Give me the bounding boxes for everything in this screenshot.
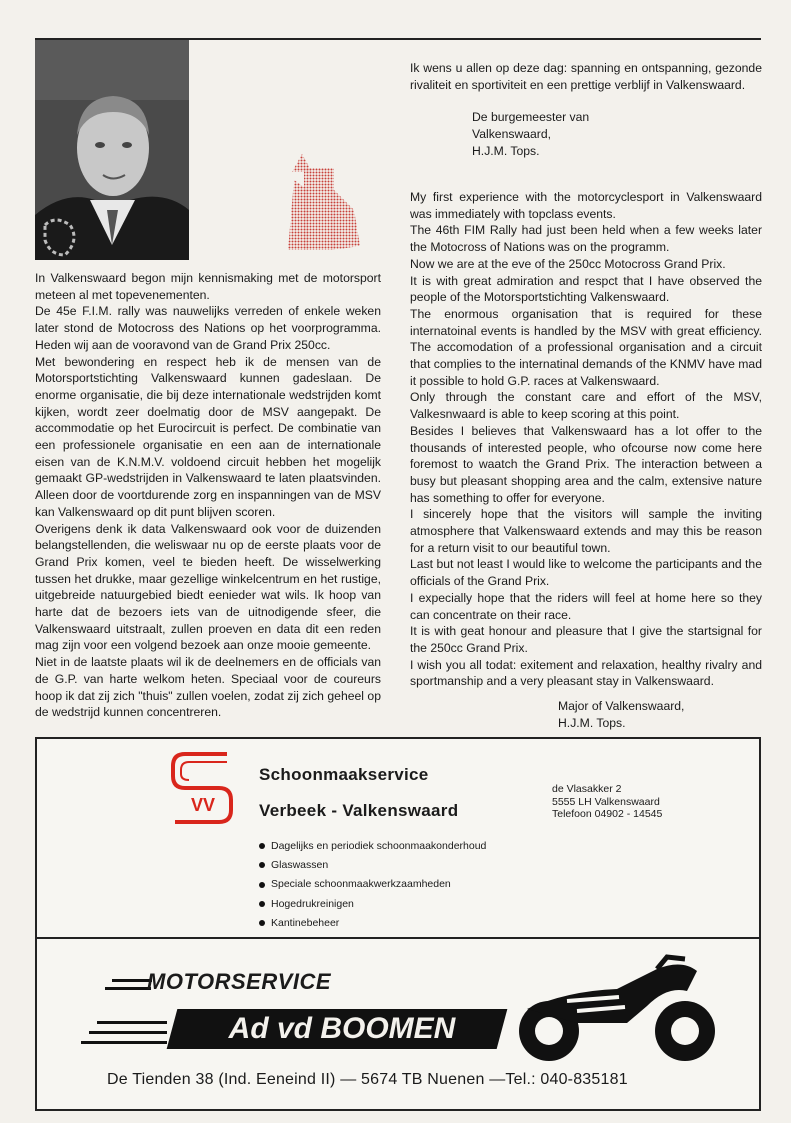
mayor-portrait-photo <box>35 40 189 260</box>
paragraph: I wish you all todat: exitement and relaxation, healthy rivalry and sportmanship and a very pleasant stay in Valkenswaard. <box>410 657 762 689</box>
service-label: Dagelijks en periodiek schoonmaakonderhoud <box>271 840 487 852</box>
address-city: 5555 LH Valkenswaard <box>552 795 660 808</box>
speed-line <box>112 979 152 982</box>
list-item <box>259 837 486 856</box>
paragraph: I sincerely hope that the visitors will sample the inviting atmosphere that Valkenswaard extends and may this be reason for a return visit to our beautiful town. <box>410 507 762 555</box>
signature-block <box>410 109 762 159</box>
service-label: Hogedrukreinigen <box>271 897 354 910</box>
speed-line <box>81 1041 167 1044</box>
list-item <box>259 875 486 894</box>
vv-logo-text: VV <box>190 795 216 815</box>
address-phone: Telefoon 04902 - 14545 <box>552 808 663 820</box>
company-address <box>552 783 662 821</box>
signature-name: H.J.M. Tops. <box>558 715 626 730</box>
service-label: Glaswassen <box>271 859 329 872</box>
motorservice-address: De Tienden 38 (Ind. Eeneind II) — 5674 TB Nuenen —Tel.: 040-835181 <box>107 1071 628 1088</box>
service-label: Speciale schoonmaakwerkzaamheden <box>271 878 451 891</box>
paragraph: I expecially hope that the riders will feel at home here so they can concentrate on their race. <box>410 590 762 622</box>
paragraph: Overigens denk ik data Valkenswaard ook voor de duizenden belangstellenden, die weliswaar nu op de eerste plaats voor de Grand Prix komen, veel te bieden heeft. De wisselwerking tussen het drukke, maar gezellige winkelcentrum en het rustige, uitgebreide natuurgebied biedt eenieder wat wils. Ik hoop van harte dat de bezoers iets van de uitnodigende sfeer, die Valkenswaard uitstraalt, zullen proeven en data dit een reden mag zijn voor een volgend bezoek aan onze mooie gemeente. <box>35 521 381 653</box>
bullet-icon <box>259 882 265 888</box>
paragraph: My first experience with the motorcyclesport in Valkenswaard was immediately with topclass events. <box>410 190 762 221</box>
motorservice-ad <box>35 939 761 1111</box>
services-list <box>259 837 486 933</box>
company-subtitle: Verbeek - Valkenswaard <box>259 801 459 820</box>
signature-title: De burgemeester van Valkenswaard, <box>472 110 590 142</box>
dutch-column <box>35 270 381 721</box>
list-item <box>259 895 486 914</box>
bullet-icon <box>259 862 265 868</box>
dutch-closing-block <box>410 60 762 160</box>
bullet-icon <box>259 843 265 849</box>
motorcycle-icon <box>507 951 727 1066</box>
signature-block <box>410 698 762 731</box>
vv-logo-icon <box>167 748 237 828</box>
bullet-icon <box>259 901 265 907</box>
english-column <box>410 189 762 732</box>
paragraph: Besides I believes that Valkenswaard has a lot offer to the thousands of interested people, who ofcourse now come here foremost to waatch the Grand Prix. The interaction between a busy but pleasant shopping area and the calm, extensive nature has something to offer for everyone. <box>410 423 762 505</box>
company-name: Schoonmaakservice <box>259 765 429 784</box>
st-nicolaas-drawing <box>282 150 366 254</box>
address-street: de Vlasakker 2 <box>552 783 622 795</box>
motorservice-title: MOTORSERVICE <box>147 969 332 994</box>
speed-line <box>97 1021 167 1024</box>
signature-name: H.J.M. Tops. <box>472 143 540 158</box>
company-name: Ad vd BOOMEN <box>228 1012 456 1045</box>
signature-title: Major of Valkenswaard, <box>558 699 685 714</box>
paragraph: The 46th FIM Rally had just been held when a few weeks later the Motocross of Nations was on the programm. <box>410 223 762 255</box>
closing-paragraph: Ik wens u allen op deze dag: spanning en ontspanning, gezonde rivaliteit en sportiviteit en een prettige verblijf in Valkenswaard. <box>410 61 762 92</box>
paragraph: It is with great admiration and respct that I have observed the people of the Motorsportstichting Valkenswaard. <box>410 273 762 305</box>
paragraph: In Valkenswaard begon mijn kennismaking met de motorsport meteen al met topevenementen. <box>35 271 381 302</box>
list-item <box>259 914 486 933</box>
paragraph: De 45e F.I.M. rally was nauwelijks verreden of enkele weken later stond de Motocross des Nations op het voorprogramma. Heden wij aan de vooravond van de Grand Prix 250cc. <box>35 304 381 352</box>
paragraph: Met bewondering en respect heb ik de mensen van de Motorsportstichting Valkenswaard kunnen gadeslaan. De enorme organisatie, die bij deze internationale wedstrijden komt kijken, wordt zeer doelmatig door de MSV aangepakt. De accommodatie op het Eurocircuit is perfect. De combinatie van een professionele organisatie en een aan de internationale eisen van de K.N.M.V. voldoend circuit hebben het mogelijk gemaakt GP-wedstrijden in Valkenswaard te laten plaatsvinden. Alleen door de voortdurende zorg en inspanningen van de MSV kan Valkenswaard op dit punt blijven scoren. <box>35 354 381 519</box>
paragraph: The enormous organisation that is required for these internatoinal events is handled by the MSV with great efficiency. The accomodation of a professional organisation and a circuit that complies to the internatinal demands of the KNMV have mad it possible to hold G.P. races at Valkenswaard. <box>410 306 762 388</box>
paragraph: Now we are at the eve of the 250cc Motocross Grand Prix. <box>410 256 726 271</box>
service-label: Kantinebeheer <box>271 916 340 929</box>
bullet-icon <box>259 920 265 926</box>
speed-line <box>105 987 151 990</box>
paragraph: Niet in de laatste plaats wil ik de deelnemers en de officials van de G.P. van harte welkom heten. Speciaal voor de coureurs hoop ik dat zij zich "thuis" zullen voelen, zodat zij zich geheel op de wedstrijd kunnen concentreren. <box>35 655 381 720</box>
speed-line <box>89 1031 167 1034</box>
list-item <box>259 856 486 875</box>
paragraph: Last but not least I would like to welcome the participants and the officials of the Grand Prix. <box>410 557 762 589</box>
paragraph: It is with geat honour and pleasure that I give the startsignal for the 250cc Grand Prix. <box>410 624 762 655</box>
cleaning-service-ad <box>35 737 761 939</box>
paragraph: Only through the constant care and effort of the MSV, Valkesnwaard is able to keep scoring at this point. <box>410 390 762 422</box>
